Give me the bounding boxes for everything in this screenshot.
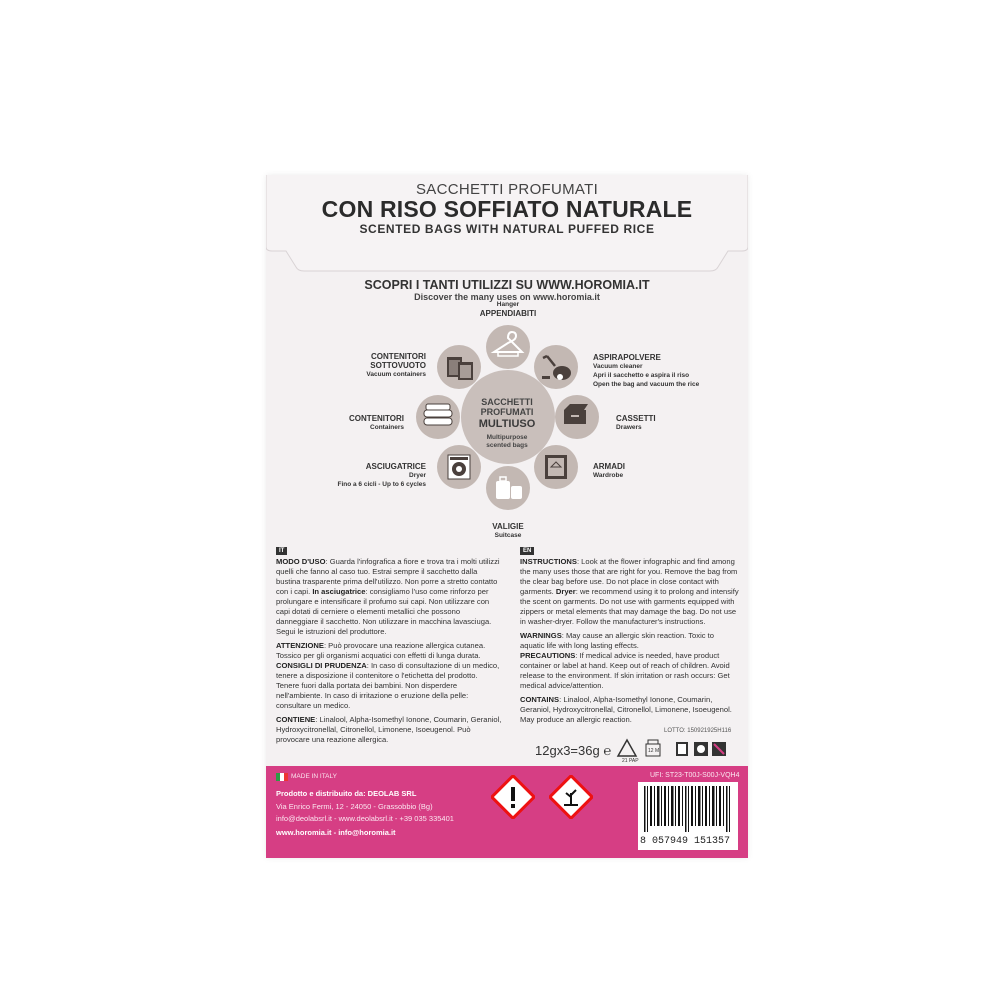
label-vacuum-it: ASPIRAPOLVERE [593,353,661,362]
recycle-pap-icon [618,740,636,756]
label-vacuum-d2: Open the bag and vacuum the rice [593,381,700,388]
label-vc-it2: SOTTOVUOTO [370,361,426,370]
en-column: EN INSTRUCTIONS: Look at the flower infographic and find among the many uses those that are right for you. Remove the bag from the clear bag before use. Do not place in close contact with garments. Dryer: we recommend using it to prolong and intensify the scent on garments. Do not use with garments equipped with zippers or metal elements that may damage the bag. Do not use in washer-dryer. Follow the manufacturer's instructions. WARNINGS: May cause an allergic skin reaction. Toxic to aquatic life with long lasting effects. PRECAUTIONS: If medical advice is needed, have product container or label at hand. Keep out of reach of children. Avoid release to the environment. If skin irritation or rash occurs: Get medical advice/attention. CONTAINS: Linalool, Alpha-Isomethyl Ionone, Coumarin, Geraniol, Hydroxycitronellal, Citronellol, Limonene, Isoeugenol. May produce an allergic reaction. [520,548,739,724]
label-containers-en: Containers [370,424,404,431]
center-label-2: PROFUMATI [480,407,534,417]
center-sub-2: scented bags [486,442,528,449]
center-sub-1: Multipurpose [486,434,528,441]
label-vc-en: Vacuum containers [366,371,426,378]
label-hanger-en: Hanger [496,301,520,308]
label-containers-it: CONTENITORI [349,414,404,423]
label-dryer-en: Dryer [409,472,426,479]
label-drawers-en: Drawers [616,424,642,431]
label-wardrobe-en: Wardrobe [593,472,624,479]
containers-icon [424,404,452,425]
barcode-number: 8 057949 151357 [640,836,731,847]
center-label-1: SACCHETTI [481,397,533,407]
label-wardrobe [593,462,625,480]
center-label-3: MULTIUSO [478,418,536,430]
label-dryer-d1: Fino a 6 cicli - Up to 6 cycles [337,481,426,488]
title-line3: SCENTED BAGS WITH NATURAL PUFFED RICE [359,222,655,236]
label-drawers [616,414,656,432]
label-containers [349,414,404,432]
pap-label: 21 PAP [622,758,639,764]
label-vacuum-containers [366,352,426,379]
wardrobe-icon [545,455,567,479]
italy-flag-icon [276,773,288,781]
title-line1: SACCHETTI PROFUMATI [415,181,599,198]
no-eat-icon [712,742,726,756]
net-weight: 12gx3=36g ℮ [535,743,612,758]
made-in-italy: MADE IN ITALY [291,773,337,780]
label-suitcase-en: Suitcase [494,532,522,539]
en-tag: EN [520,547,534,555]
ufi-code: UFI: ST23-T00J-S00J-VQH4 [650,772,740,779]
label-wardrobe-it: ARMADI [593,462,625,471]
discover-en: Discover the many uses on www.horomia.it [414,292,600,302]
title-line2: CON RISO SOFFIATO NATURALE [321,196,693,222]
bin-icon [676,742,688,756]
dryer-icon [448,455,470,479]
producer: Prodotto e distribuito da: DEOLAB SRL [276,789,417,798]
it-tag: IT [276,547,287,555]
web-contacts: www.horomia.it - info@horomia.it [276,828,396,837]
petal-vacuum [534,345,578,389]
label-drawers-it: CASSETTI [616,414,656,423]
address: Via Enrico Fermi, 12 - 24050 - Grassobbio (Bg) [276,802,433,811]
it-column: IT MODO D'USO: Guarda l'infografica a fiore e trova tra i molti utilizzi quelli che fanno al caso tuo. Estrai sempre il sacchetto dalla bustina trasparente prima dell'utilizzo. Non porre a stretto contatto con i capi. In asciugatrice: consigliamo l'uso come rinforzo per prolungare e intensificare il profumo sui capi. Non utilizzare con capi dotati di cerniere o elementi metallici che possono danneggiare il sacchetto. Non utilizzare in macchina lavasciuga. Segui le istruzioni del produttore. ATTENZIONE: Può provocare una reazione allergica cutanea. Tossico per gli organismi acquatici con effetti di lunga durata. CONSIGLI DI PRUDENZA: In caso di consultazione di un medico, tenere a disposizione il contenitore o l'etichetta del prodotto. Tenere fuori dalla portata dei bambini. Non disperdere nell'ambiente. In caso di irritazione o eruzione della pelle: consultare un medico. CONTIENE: Linalool, Alpha-Isomethyl Ionone, Coumarin, Geraniol, Hydroxycitronellal, Citronellol, Limonene, Isoeugenol. Può provocare una reazione allergica. [276,548,502,744]
pao-label: 12 M [648,748,660,754]
label-vacuum-en: Vacuum cleaner [593,363,643,370]
label-vacuum [593,353,699,389]
petal-hanger [486,325,530,369]
discover-it: SCOPRI I TANTI UTILIZZI SU WWW.HOROMIA.IT [364,278,650,292]
label-dryer-it: ASCIUGATRICE [365,462,426,471]
environment-hazard-icon [549,775,593,819]
label-hanger [468,300,548,318]
contacts: info@deolabsrl.it - www.deolabsrl.it - +39 035 335401 [276,814,454,823]
label-vacuum-d1: Apri il sacchetto e aspira il riso [593,372,690,379]
disposal-symbols [616,738,746,760]
label-hanger-it: APPENDIABITI [479,309,537,318]
keep-away-children-icon [694,742,708,756]
label-suitcase-it: VALIGIE [492,522,524,531]
exclamation-hazard-icon [491,775,535,819]
lot-number: LOTTO: 150921925H116 [664,728,732,734]
drawer-icon [564,404,588,424]
label-vc-it1: CONTENITORI [371,352,426,361]
label-suitcase [468,522,548,540]
label-dryer [337,462,426,489]
